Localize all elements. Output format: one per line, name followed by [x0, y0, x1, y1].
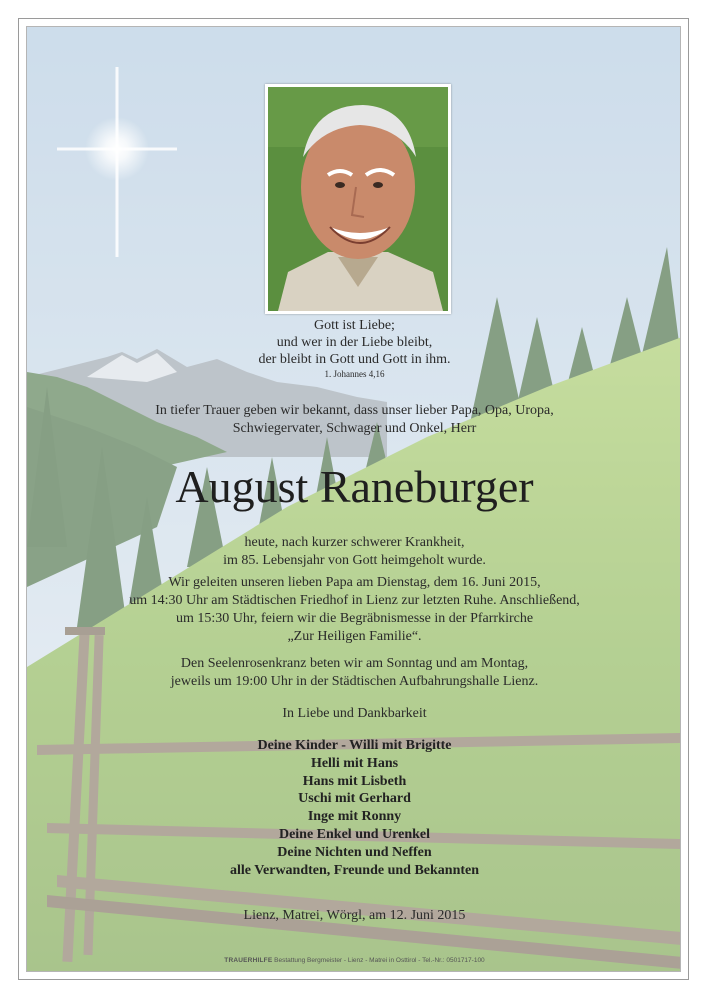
verse-line: und wer in der Liebe bleibt,: [276, 335, 433, 350]
footer-brand: TRAUERHILFE: [224, 957, 273, 964]
notice-card: [26, 26, 681, 972]
paragraph-line: In Liebe und Dankbarkeit: [282, 706, 427, 721]
rosary-paragraph: [27, 655, 681, 691]
death-notice-paragraph: [27, 534, 681, 570]
paragraph-line: im 85. Lebensjahr von Gott heimgeholt wurde.: [223, 553, 486, 568]
deceased-name: August Raneburger: [175, 461, 534, 512]
mourner-line: alle Verwandten, Freunde und Bekannten: [229, 862, 480, 878]
paragraph-line: heute, nach kurzer schwerer Krankheit,: [244, 535, 465, 550]
funeral-details-paragraph: [27, 574, 681, 646]
paragraph-line: jeweils um 19:00 Uhr in der Städtischen Aufbahrungshalle Lienz.: [170, 674, 539, 689]
intro-text: [27, 402, 681, 438]
funeral-home-footer: [27, 956, 681, 965]
portrait-image: [268, 87, 448, 311]
footer-text: Bestattung Bergmeister - Lienz - Matrei in Osttirol - Tel.-Nr.: 0501717-100: [274, 957, 485, 964]
paragraph-line: Den Seelenrosenkranz beten wir am Sonntag und am Montag,: [180, 656, 529, 671]
verse-line: Gott ist Liebe;: [314, 318, 395, 333]
bible-verse: [27, 317, 681, 380]
paragraph-line: Wir geleiten unseren lieben Papa am Dienstag, dem 16. Juni 2015,: [168, 575, 541, 590]
intro-line: Schwiegervater, Schwager und Onkel, Herr: [232, 421, 477, 436]
intro-line: In tiefer Trauer geben wir bekannt, dass unser lieber Papa, Opa, Uropa,: [155, 403, 554, 418]
verse-line: der bleibt in Gott und Gott in ihm.: [258, 352, 451, 367]
mourner-line: Deine Enkel und Urenkel: [278, 826, 431, 842]
closing-phrase: [27, 705, 681, 723]
paragraph-line: um 14:30 Uhr am Städtischen Friedhof in Lienz zur letzten Ruhe. Anschließend,: [129, 593, 580, 608]
mourner-line: Inge mit Ronny: [307, 809, 402, 825]
paragraph-line: „Zur Heiligen Familie“.: [287, 629, 422, 644]
place-and-date: Lienz, Matrei, Wörgl, am 12. Juni 2015: [243, 908, 466, 923]
mourner-line: Deine Nichten und Neffen: [277, 844, 432, 860]
mourner-line: Deine Kinder - Willi mit Brigitte: [257, 738, 452, 753]
mourner-line: Hans mit Lisbeth: [302, 773, 407, 789]
mourners-list: [27, 737, 681, 879]
mourner-line: Uschi mit Gerhard: [298, 791, 411, 807]
verse-reference: 1. Johannes 4,16: [324, 369, 385, 379]
paragraph-line: um 15:30 Uhr, feiern wir die Begräbnismesse in der Pfarrkirche: [175, 611, 534, 626]
mourner-line: Helli mit Hans: [310, 755, 399, 771]
portrait-photo: [265, 84, 451, 314]
